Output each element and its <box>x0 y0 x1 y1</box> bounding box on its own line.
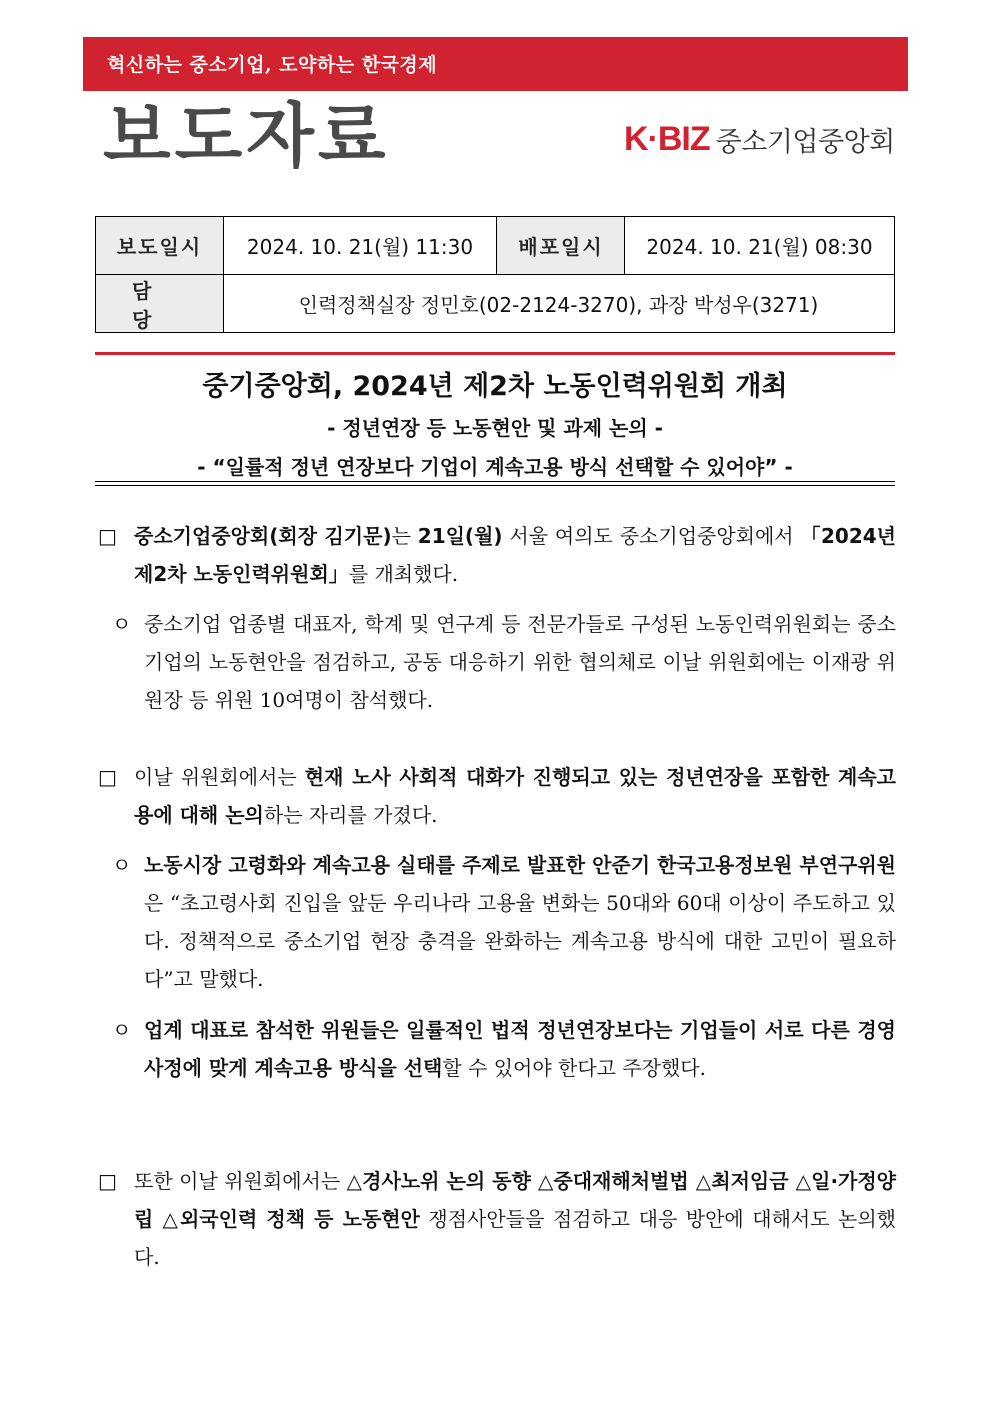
table-divider <box>96 274 894 275</box>
paragraph-2: 이날 위원회에서는 현재 노사 사회적 대화가 진행되고 있는 정년연장을 포함한 계속고용에 대해 논의하는 자리를 가졌다. <box>134 765 896 827</box>
emphasis: 21일(월) <box>417 524 503 548</box>
slogan-banner <box>83 37 908 91</box>
document-title: 보도자료 <box>103 95 390 177</box>
headline: 중기중앙회, 2024년 제2차 노동인력위원회 개최 <box>202 371 788 402</box>
circle-bullet: ㅇ <box>112 1018 132 1042</box>
divider <box>95 485 895 486</box>
emphasis: 「2024년 제2차 노동인력위원회」 <box>134 524 896 586</box>
emphasis: 업계 대표로 참석한 위원들은 일률적인 법적 정년연장보다는 기업들이 서로 다른 경영사정에 맞게 계속고용 방식을 선택 <box>144 1018 896 1080</box>
release-date-value: 2024. 10. 21(월) 11:30 <box>246 235 474 259</box>
circle-bullet: ㅇ <box>112 612 132 636</box>
paragraph-2b: 업계 대표로 참석한 위원들은 일률적인 법적 정년연장보다는 기업들이 서로 다른 경영사정에 맞게 계속고용 방식을 선택할 수 있어야 한다고 주장했다. <box>144 1018 896 1080</box>
box-bullet: □ <box>98 524 117 548</box>
table-divider <box>624 217 625 274</box>
paragraph-2a: 노동시장 고령화와 계속고용 실태를 주제로 발표한 안준기 한국고용정보원 부연구위원은 “초고령사회 진입을 앞둔 우리나라 고용율 변화는 50대와 60대 이상이 주도하고 있다. 정책적으로 중소기업 현장 충격을 완화하는 계속고용 방식에 대한 고민이 필요하다”고 말했다. <box>144 853 896 991</box>
release-date-label: 보도일시 <box>96 217 223 274</box>
box-bullet: □ <box>98 765 117 789</box>
emphasis: 중소기업중앙회(회장 김기문) <box>134 524 392 548</box>
divider <box>95 481 895 482</box>
paragraph-1a: 중소기업 업종별 대표자, 학계 및 연구계 등 전문가들로 구성된 노동인력위원회는 중소기업의 노동현안을 점검하고, 공동 대응하기 위한 협의체로 이날 위원회에는 이재광 위원장 등 위원 10여명이 참석했다. <box>144 612 896 712</box>
headline-rule <box>95 352 895 355</box>
kbiz-logo <box>624 119 895 159</box>
box-bullet: □ <box>98 1169 117 1193</box>
distribution-date-label: 배포일시 <box>497 217 625 274</box>
release-info-table <box>95 216 895 333</box>
paragraph-3: 또한 이날 위원회에서는 △경사노위 논의 동향 △중대재해처벌법 △최저임금 △일·가정양립 △외국인력 정책 등 노동현안 쟁점사안들을 점검하고 대응 방안에 대해서도 논의했다. <box>134 1169 897 1269</box>
circle-bullet: ㅇ <box>112 853 132 877</box>
emphasis: 현재 노사 사회적 대화가 진행되고 있는 정년연장을 포함한 계속고용에 대해 논의 <box>134 765 896 827</box>
logo-mark: K·BIZ <box>624 119 710 158</box>
distribution-date-value: 2024. 10. 21(월) 08:30 <box>646 235 873 259</box>
paragraph-1: 중소기업중앙회(회장 김기문)는 21일(월) 서울 여의도 중소기업중앙회에서 「2024년 제2차 노동인력위원회」를 개최했다. <box>134 524 896 586</box>
subheadline: - “일률적 정년 연장보다 기업이 계속고용 방식 선택할 수 있어야” - <box>197 455 793 479</box>
emphasis: △경사노위 논의 동향 △중대재해처벌법 △최저임금 △일·가정양립 △외국인력 정책 등 노동현안 <box>134 1169 897 1231</box>
emphasis: 노동시장 고령화와 계속고용 실태를 주제로 발표한 안준기 한국고용정보원 부연구위원 <box>144 853 896 877</box>
table-divider <box>496 217 497 274</box>
logo-name: 중소기업중앙회 <box>715 126 895 158</box>
contact-value: 인력정책실장 정민호(02-2124-3270), 과장 박성우(3271) <box>298 293 819 317</box>
banner-slogan: 혁신하는 중소기업, 도약하는 한국경제 <box>107 54 438 76</box>
table-divider <box>223 217 224 332</box>
subheadline: - 정년연장 등 노동현안 및 과제 논의 - <box>327 416 663 440</box>
contact-label: 담 당 <box>96 275 223 332</box>
